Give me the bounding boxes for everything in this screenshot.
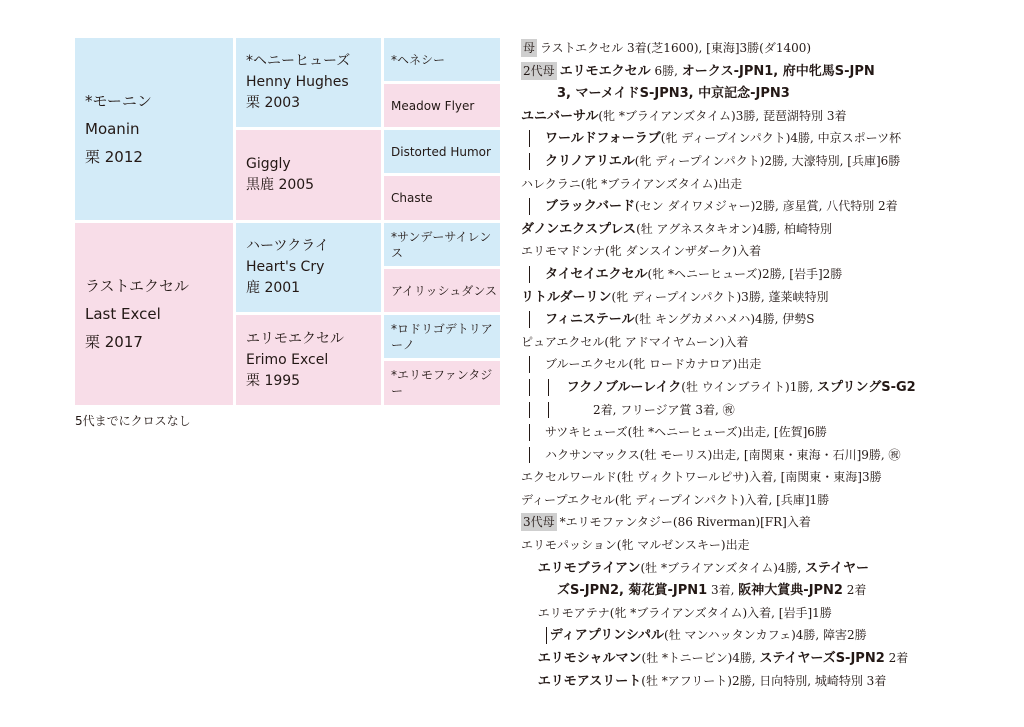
dam-dam-name-jp: エリモエクセル	[246, 330, 344, 347]
dam-dam-name-en: Erimo Excel	[246, 351, 329, 368]
sire-info: 栗 2012	[85, 148, 143, 166]
horse-name-bold: エリモアスリート	[537, 673, 642, 689]
family-text: ピュアエクセル(牝 アドマイヤムーン)入着	[521, 334, 749, 349]
family-branch-line	[529, 379, 530, 396]
family-text: 2着	[842, 583, 867, 598]
family-line	[521, 444, 961, 467]
family-text: (牡 マンハッタンカフェ)4勝, 障害2勝	[664, 628, 867, 643]
gen3-cell-5	[384, 223, 500, 266]
generation-tag: 母	[523, 41, 536, 55]
family-branch-line	[529, 402, 530, 419]
family-text: エリモアテナ(牝 *ブライアンズタイム)入着, [岩手]1勝	[537, 605, 832, 620]
gen3-cell-7	[384, 315, 500, 358]
family-line	[521, 37, 961, 60]
horse-name-bold: 阪神大賞典-JPN2	[738, 583, 843, 599]
family-line	[521, 240, 961, 263]
dam-name-jp: ラストエクセル	[85, 277, 189, 295]
family-line	[521, 286, 961, 309]
family-line	[521, 82, 961, 105]
gen3-name: Chaste	[391, 191, 433, 205]
horse-name-bold: ブラックバード	[545, 199, 635, 215]
family-text: エリモマドンナ(牝 ダンスインザダーク)入着	[521, 244, 762, 259]
gen3-cell-1	[384, 38, 500, 81]
family-text: エクセルワールド(牡 ヴィクトワールピサ)入着, [南関東・東海]3勝	[521, 470, 882, 485]
sire-sire-name-en: Henny Hughes	[246, 74, 349, 90]
family-branch-line	[529, 266, 530, 283]
family-text: ディープエクセル(牝 ディープインパクト)入着, [兵庫]1勝	[521, 492, 830, 507]
horse-name-bold: クリノアリエル	[545, 153, 635, 169]
dam-sire-name-en: Heart's Cry	[246, 259, 325, 275]
family-branch-line	[529, 447, 530, 464]
family-branch-line	[529, 198, 530, 215]
gen3-name: Distorted Humor	[391, 144, 491, 159]
family-line	[521, 353, 961, 376]
dam-info: 栗 2017	[85, 333, 143, 351]
family-text: *エリモファンタジー(86 Riverman)[FR]入着	[559, 515, 811, 530]
family-text: ラストエクセル 3着(芝1600), [東海]3勝(ダ1400)	[540, 41, 812, 55]
generation-tag: 3代母	[523, 515, 555, 530]
family-line	[521, 173, 961, 196]
gen3-cell-2	[384, 84, 500, 127]
gen3-name: *エリモファンタジー	[391, 368, 493, 398]
family-branch-line	[529, 130, 530, 147]
sire-name-en: Moanin	[85, 120, 140, 138]
family-text: (牝 ディープインパクト)3勝, 蓬莱峡特別	[611, 289, 829, 304]
family-branch-line	[529, 424, 530, 441]
cross-note: 5代までにクロスなし	[75, 414, 191, 428]
family-line	[521, 466, 961, 489]
family-line	[521, 534, 961, 557]
horse-name-bold: フクノブルーレイク	[566, 379, 682, 395]
sire-dam-cell	[236, 130, 381, 220]
family-branch-line	[529, 153, 530, 170]
family-text: ハレクラニ(牝 *ブライアンズタイム)出走	[521, 176, 743, 191]
family-line	[521, 150, 961, 173]
dam-sire-name-jp: ハーツクライ	[246, 238, 329, 254]
horse-name-bold: ワールドフォーラブ	[545, 131, 661, 147]
dam-sire-cell	[236, 223, 381, 312]
family-line	[521, 557, 961, 580]
sire-sire-cell	[236, 38, 381, 127]
horse-name-bold: エリモエクセル	[559, 63, 651, 79]
gen3-name: *ヘネシー	[391, 52, 446, 67]
horse-name-bold: フィニステール	[545, 312, 635, 328]
family-branch-line	[548, 402, 549, 419]
family-text: (牡 *ブライアンズタイム)4勝,	[640, 560, 806, 575]
family-line	[521, 421, 961, 444]
sire-dam-name: Giggly	[246, 156, 291, 172]
horse-name-bold: オークス-JPN1, 府中牝馬S-JPN	[681, 63, 875, 79]
family-text: サツキヒューズ(牡 *ヘニーヒューズ)出走, [佐賀]6勝	[545, 425, 827, 440]
sire-cell	[75, 38, 233, 220]
family-text: (牝 ディープインパクト)2勝, 大濠特別, [兵庫]6勝	[634, 153, 901, 168]
gen3-name: アイリッシュダンス	[391, 283, 497, 298]
dam-dam-info: 栗 1995	[246, 372, 301, 389]
family-text: 3着,	[707, 583, 739, 598]
family-line	[521, 127, 961, 150]
family-line	[521, 105, 961, 128]
family-line	[521, 263, 961, 286]
dam-sire-info: 鹿 2001	[246, 280, 301, 296]
family-line	[521, 602, 961, 625]
family-line	[521, 647, 961, 670]
gen3-cell-4	[384, 176, 500, 220]
family-line	[521, 331, 961, 354]
sire-sire-info: 栗 2003	[246, 95, 301, 111]
sire-name-jp: *モーニン	[85, 92, 152, 110]
family-text: (牡 ウインブライト)1勝,	[681, 379, 817, 394]
family-line	[521, 60, 961, 83]
horse-name-bold: ディアプリンシパル	[549, 628, 665, 644]
family-branch-line	[529, 311, 530, 328]
family-branch-line	[529, 356, 530, 373]
family-line	[521, 624, 961, 647]
family-branch-line	[546, 627, 547, 644]
dam-cell	[75, 223, 233, 405]
family-text: 6勝,	[650, 63, 682, 78]
horse-name-bold: 3, マーメイドS-JPN3, 中京記念-JPN3	[557, 86, 790, 102]
horse-name-bold: ズS-JPN2, 菊花賞-JPN1	[557, 583, 708, 599]
gen3-name: Meadow Flyer	[391, 98, 475, 113]
horse-name-bold: リトルダーリン	[521, 289, 612, 305]
horse-name-bold: タイセイエクセル	[545, 266, 648, 282]
pedigree-table	[75, 38, 500, 405]
horse-name-bold: ユニバーサル	[521, 108, 599, 124]
horse-name-bold: エリモシャルマン	[537, 651, 642, 667]
horse-name-bold: ダノンエクスプレス	[521, 221, 637, 237]
family-text: (セン ダイワメジャー)2勝, 彦星賞, 八代特別 2着	[634, 199, 898, 214]
family-line	[521, 218, 961, 241]
gen3-name: *サンデーサイレンス	[391, 229, 492, 260]
family-line	[521, 399, 961, 422]
family-line	[521, 511, 961, 534]
family-line	[521, 670, 961, 693]
family-record	[521, 37, 961, 692]
family-text: 2着, フリージア賞 3着, ㊗	[593, 402, 735, 417]
family-text: (牡 アグネスタキオン)4勝, 柏崎特別	[636, 221, 833, 236]
sire-dam-info: 黒鹿 2005	[246, 177, 315, 193]
dam-name-en: Last Excel	[85, 305, 161, 323]
family-text: エリモパッション(牝 マルゼンスキー)出走	[521, 538, 750, 553]
generation-tag: 2代母	[523, 63, 555, 78]
family-text: (牝 *ヘニーヒューズ)2勝, [岩手]2勝	[647, 266, 843, 281]
family-text: 2着	[884, 651, 909, 666]
sire-sire-name-jp: *ヘニーヒューズ	[246, 53, 351, 69]
family-text: (牡 *アフリート)2勝, 日向特別, 城崎特別 3着	[641, 673, 887, 688]
family-line	[521, 376, 961, 399]
family-text: ハクサンマックス(牡 モーリス)出走, [南関東・東海・石川]9勝, ㊗	[545, 447, 901, 462]
family-line	[521, 195, 961, 218]
family-text: (牝 ディープインパクト)4勝, 中京スポーツ杯	[660, 131, 902, 146]
gen3-cell-8	[384, 361, 500, 405]
horse-name-bold: ステイヤーズS-JPN2	[759, 651, 885, 667]
family-text: ブルーエクセル(牝 ロードカナロア)出走	[545, 357, 762, 372]
family-branch-line	[548, 379, 549, 396]
gen3-cell-6	[384, 269, 500, 312]
dam-dam-cell	[236, 315, 381, 405]
family-line	[521, 579, 961, 602]
horse-name-bold: ステイヤー	[805, 560, 869, 576]
gen3-name: *ロドリゴデトリアーノ	[391, 321, 493, 352]
family-text: (牡 *トニービン)4勝,	[641, 651, 760, 666]
family-text: (牝 *ブライアンズタイム)3勝, 琵琶湖特別 3着	[598, 108, 847, 123]
gen3-cell-3	[384, 130, 500, 173]
family-line	[521, 489, 961, 512]
family-text: (牡 キングカメハメハ)4勝, 伊勢S	[634, 312, 815, 327]
family-line	[521, 308, 961, 331]
horse-name-bold: スプリングS-G2	[817, 379, 916, 395]
horse-name-bold: エリモブライアン	[537, 560, 641, 576]
